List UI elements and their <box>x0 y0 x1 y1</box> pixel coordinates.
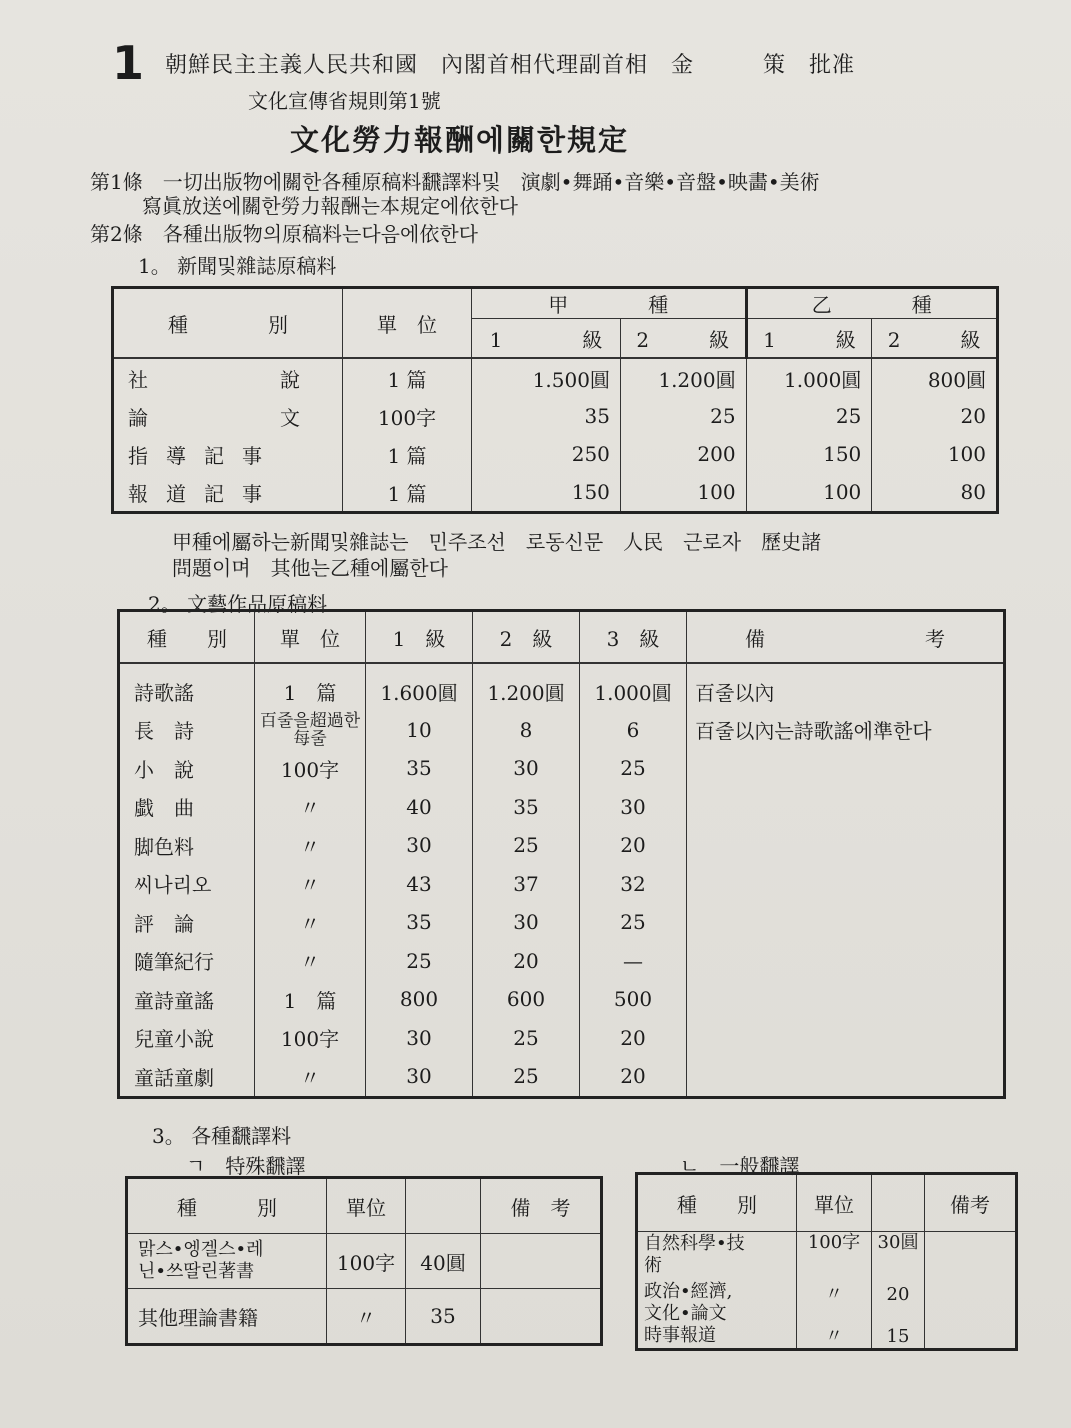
header-unit: 單 位 <box>255 611 366 664</box>
cell-value: 25 <box>580 903 687 942</box>
cell-remark <box>687 1019 1005 1058</box>
page-number: 1 <box>112 36 145 90</box>
cell-price <box>872 1232 925 1350</box>
cell-unit: 100字 <box>343 397 472 435</box>
page-title: 文化勞力報酬에關한規定 <box>290 123 630 157</box>
cell-unit-2: 〃 <box>825 1284 843 1305</box>
cell-price-1: 30圓 <box>877 1232 919 1253</box>
cell-value: 100 <box>872 435 998 473</box>
cell-unit: 〃 <box>255 826 366 865</box>
cell-value: 600 <box>473 980 580 1019</box>
cell-value: 25 <box>580 749 687 788</box>
section1-note-line1: 甲種에屬하는新聞및雜誌는 민주조선 로동신문 人民 근로자 歷史諸 <box>172 530 822 554</box>
cell-remark <box>687 788 1005 827</box>
cell-remark <box>687 826 1005 865</box>
cell-kind-line4: 文化•論文 <box>644 1303 727 1324</box>
cell-remark <box>481 1289 602 1345</box>
header-unit: 單位 <box>327 1178 406 1234</box>
cell-unit: 〃 <box>255 1057 366 1097</box>
cell-unit: 百줄을超過한每줄 <box>255 711 366 750</box>
table-header-row <box>113 288 998 319</box>
cell-value: 200 <box>620 435 746 473</box>
cell-value: 6 <box>580 711 687 750</box>
header-gap-1: 1 級 <box>472 319 621 359</box>
section2-heading: 2。 文藝作品原稿料 <box>148 592 328 616</box>
header-gap-grade: 甲 種 <box>472 288 747 319</box>
table-row <box>119 980 1005 1019</box>
cell-value: 35 <box>366 749 473 788</box>
table-row <box>119 865 1005 904</box>
cell-kind: 童話童劇 <box>134 1065 214 1090</box>
cell-remark <box>687 865 1005 904</box>
cell-value: 43 <box>366 865 473 904</box>
header-eul-2: 2 級 <box>872 319 998 359</box>
cell-value: 30 <box>473 749 580 788</box>
cell-unit: 〃 <box>255 942 366 981</box>
special-translation-table <box>125 1176 603 1346</box>
header-kind: 種 別 <box>119 611 255 664</box>
cell-remark <box>687 942 1005 981</box>
cell-value: 30 <box>366 1019 473 1058</box>
cell-unit: 100字 <box>255 749 366 788</box>
cell-value: 8 <box>473 711 580 750</box>
cell-kind: 脚色料 <box>134 834 194 859</box>
header-unit: 單位 <box>797 1174 872 1232</box>
cell-unit: 1 篇 <box>255 980 366 1019</box>
cell-kind: 童詩童謠 <box>134 988 214 1013</box>
table-row <box>119 749 1005 788</box>
cell-value: 25 <box>746 397 872 435</box>
table-row <box>119 711 1005 750</box>
table-header-row <box>637 1174 1017 1232</box>
header-kind: 種 別 <box>113 288 343 359</box>
approval-header: 朝鮮民主主義人民共和國 內閣首相代理副首相 金 策 批准 <box>165 53 856 78</box>
cell-value: 35 <box>366 903 473 942</box>
cell-kind-line2: 術 <box>644 1255 662 1276</box>
cell-value: 250 <box>472 435 621 473</box>
table-row <box>113 435 998 473</box>
cell-value: 30 <box>366 826 473 865</box>
table-row <box>119 1019 1005 1058</box>
cell-unit: 100字 <box>327 1234 406 1289</box>
cell-price-3: 15 <box>886 1326 910 1347</box>
article1-line1: 第1條 一切出版物에關한各種原稿料飜譯料및 演劇•舞踊•音樂•音盤•映畵•美術 <box>90 170 820 194</box>
header-grade-3: 3 級 <box>580 611 687 664</box>
cell-value: 20 <box>580 1019 687 1058</box>
cell-price: 40圓 <box>406 1234 481 1289</box>
table-row <box>119 826 1005 865</box>
cell-kind: 씨나리오 <box>134 873 212 898</box>
cell-remark <box>687 1057 1005 1097</box>
article2: 第2條 各種出版物의原稿料는다음에依한다 <box>90 222 478 246</box>
cell-kind <box>127 1234 327 1289</box>
cell-unit: 〃 <box>255 788 366 827</box>
section1-heading: 1。 新聞및雜誌原稿料 <box>138 254 337 278</box>
cell-kind: 兒童小說 <box>134 1027 214 1052</box>
cell-value: 20 <box>872 397 998 435</box>
cell-unit: 100字 <box>255 1019 366 1058</box>
cell-value: 100 <box>746 473 872 513</box>
header-kind: 種 別 <box>637 1174 797 1232</box>
cell-value: 1.000圓 <box>746 358 872 397</box>
header-blank <box>406 1178 481 1234</box>
cell-value: 25 <box>473 826 580 865</box>
cell-value: 35 <box>472 397 621 435</box>
cell-unit: 1 篇 <box>343 473 472 513</box>
cell-value: 800 <box>366 980 473 1019</box>
cell-kind: 小 說 <box>134 757 194 782</box>
cell-unit: 1 篇 <box>255 663 366 711</box>
cell-value: 1.000圓 <box>580 663 687 711</box>
cell-kind-line1: 맑스•엥겔스•레 <box>138 1239 264 1260</box>
cell-unit-1: 100字 <box>807 1232 861 1253</box>
cell-value: 150 <box>472 473 621 513</box>
cell-price-2: 20 <box>886 1284 910 1305</box>
cell-remark <box>481 1234 602 1289</box>
cell-remark <box>925 1232 1017 1350</box>
cell-value: 30 <box>366 1057 473 1097</box>
table-row <box>119 788 1005 827</box>
cell-value: 32 <box>580 865 687 904</box>
general-translation-table <box>635 1172 1018 1351</box>
header-unit: 單 位 <box>343 288 472 359</box>
cell-value: 150 <box>746 435 872 473</box>
cell-remark: 百줄以內는詩歌謠에準한다 <box>687 711 1005 750</box>
header-remark: 備 考 <box>481 1178 602 1234</box>
table-row <box>127 1234 602 1289</box>
cell-value: 10 <box>366 711 473 750</box>
cell-kind: 長 詩 <box>134 719 194 744</box>
cell-unit: 〃 <box>255 903 366 942</box>
cell-value: 80 <box>872 473 998 513</box>
cell-remark <box>687 903 1005 942</box>
cell-value: 25 <box>473 1019 580 1058</box>
cell-kind-line3: 政治•經濟, <box>644 1281 733 1302</box>
cell-kind: 評 論 <box>134 911 194 936</box>
header-grade-1: 1 級 <box>366 611 473 664</box>
newspaper-fee-table <box>111 286 999 514</box>
regulation-number: 文化宣傳省規則第1號 <box>248 89 441 113</box>
cell-value: 37 <box>473 865 580 904</box>
cell-kind: 詩歌謠 <box>134 680 194 705</box>
cell-kind: 論 文 <box>128 405 318 430</box>
cell-value: 20 <box>580 826 687 865</box>
article1-line2: 寫眞放送에關한勞力報酬는本規定에依한다 <box>142 194 518 218</box>
cell-kind: 戱 曲 <box>134 796 194 821</box>
cell-value: 500 <box>580 980 687 1019</box>
cell-kind: 指導記事 <box>128 443 280 468</box>
cell-remark <box>687 980 1005 1019</box>
cell-value: 800圓 <box>872 358 998 397</box>
header-eul-1: 1 級 <box>746 319 872 359</box>
table-row <box>119 1057 1005 1097</box>
cell-kind: 其他理論書籍 <box>127 1289 327 1345</box>
table-header-row <box>127 1178 602 1234</box>
cell-unit: 〃 <box>255 865 366 904</box>
table-row <box>637 1232 1017 1350</box>
cell-value: 30 <box>473 903 580 942</box>
header-gap-2: 2 級 <box>620 319 746 359</box>
cell-kind-line5: 時事報道 <box>644 1325 716 1346</box>
cell-value: 20 <box>580 1057 687 1097</box>
cell-kind-line2: 닌•쓰딸린著書 <box>138 1261 255 1282</box>
cell-unit <box>797 1232 872 1350</box>
table-header-row <box>119 611 1005 664</box>
cell-value: 1.500圓 <box>472 358 621 397</box>
cell-value: 25 <box>620 397 746 435</box>
cell-value: 25 <box>366 942 473 981</box>
cell-kind: 社 說 <box>128 367 318 392</box>
cell-price: 35 <box>406 1289 481 1345</box>
general-translation-heading: ㄴ 一般飜譯 <box>680 1154 800 1178</box>
table-row <box>119 942 1005 981</box>
table-row <box>119 663 1005 711</box>
literary-fee-table <box>117 609 1006 1099</box>
cell-unit: 1 篇 <box>343 435 472 473</box>
cell-remark <box>687 749 1005 788</box>
header-grade-2: 2 級 <box>473 611 580 664</box>
cell-kind: 隨筆紀行 <box>134 950 214 975</box>
cell-unit: 1 篇 <box>343 358 472 397</box>
cell-value: 1.200圓 <box>473 663 580 711</box>
table-row <box>119 903 1005 942</box>
cell-kind <box>637 1232 797 1350</box>
cell-value: 1.600圓 <box>366 663 473 711</box>
header-blank <box>872 1174 925 1232</box>
header-kind: 種 別 <box>127 1178 327 1234</box>
cell-unit-3: 〃 <box>825 1326 843 1347</box>
special-translation-heading: ㄱ 特殊飜譯 <box>186 1154 306 1178</box>
table-row <box>113 397 998 435</box>
cell-value: — <box>580 942 687 981</box>
cell-unit: 〃 <box>327 1289 406 1345</box>
header-eul-grade: 乙 種 <box>746 288 997 319</box>
section1-note-line2: 問題이며 其他는乙種에屬한다 <box>172 556 448 580</box>
table-row <box>113 473 998 513</box>
cell-value: 20 <box>473 942 580 981</box>
cell-value: 25 <box>473 1057 580 1097</box>
cell-value: 35 <box>473 788 580 827</box>
table-row <box>127 1289 602 1345</box>
cell-kind-line1: 自然科學•技 <box>644 1233 745 1254</box>
section3-heading: 3。 各種飜譯料 <box>152 1124 292 1148</box>
cell-value: 30 <box>580 788 687 827</box>
header-remark: 備考 <box>925 1174 1017 1232</box>
cell-value: 1.200圓 <box>620 358 746 397</box>
table-row <box>113 358 998 397</box>
cell-value: 40 <box>366 788 473 827</box>
cell-remark: 百줄以內 <box>687 663 1005 711</box>
cell-kind: 報道記事 <box>128 481 280 506</box>
cell-value: 100 <box>620 473 746 513</box>
header-remark: 備 考 <box>687 611 1005 664</box>
